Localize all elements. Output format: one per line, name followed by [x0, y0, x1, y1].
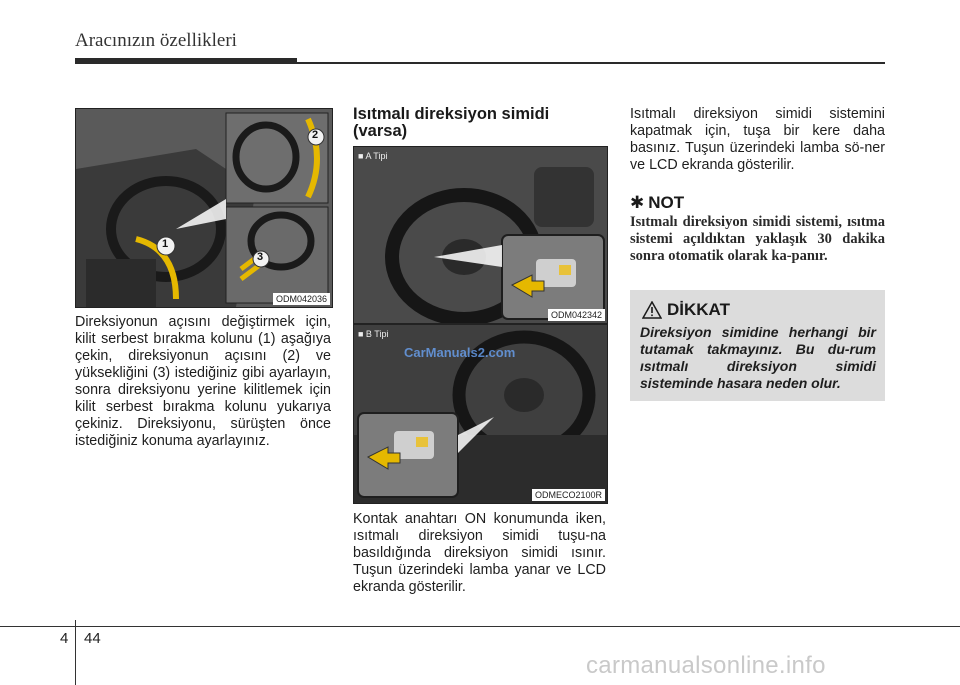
- caution-text: Direksiyon simidine herhangi bir tutamak takmayınız. Bu du-rum ısıtmalı direksiyon simidi sisteminde hasara neden olur.: [640, 324, 876, 391]
- footer-rule: [0, 626, 960, 627]
- page-number: 44: [84, 630, 101, 647]
- steering-adjust-photo: [75, 108, 333, 308]
- footer-divider: [75, 620, 76, 685]
- callout-label-3: 3: [257, 251, 264, 263]
- asterisk-icon: ✱: [630, 193, 645, 212]
- heated-wheel-photo-b: [353, 324, 608, 504]
- site-watermark: carmanualsonline.info: [586, 652, 826, 679]
- chapter-number: 4: [60, 630, 69, 647]
- section-title: Isıtmalı direksiyon simidi (varsa): [353, 105, 550, 140]
- warning-triangle-icon: [642, 301, 662, 319]
- steering-adjust-paragraph: Direksiyonun açısını değiştirmek için, kilit serbest bırakma kolunu (1) aşağıya çekin, direksiyonun açısını (2) ve yüksekliğini (3) istediğiniz gibi ayarlayın, sonra direksiyonu yerine kilitlemek için kilit serbest bırakma kolunu yukarıya çekiniz. Direksiyonu, sürüşten önce istediğiniz konuma ayarlayınız.: [75, 314, 331, 449]
- steering-adjust-illustration: [76, 109, 332, 307]
- note-heading-label: NOT: [648, 193, 685, 212]
- photo-code: ODM042036: [273, 293, 330, 305]
- type-label-a: ■ A Tipi: [358, 151, 388, 161]
- callout-label-2: 2: [312, 129, 319, 141]
- page-header-title: Aracınızın özellikleri: [75, 30, 237, 51]
- heated-wheel-paragraph: Kontak anahtarı ON konumunda iken, ısıtmalı direksiyon simidi tuşu-na basıldığında direksiyon simidi ısınır. Tuşun üzerindeki lamba yanar ve LCD ekranda gösterilir.: [353, 511, 606, 595]
- note-heading: [630, 193, 684, 213]
- photo-code-a: ODM042342: [548, 309, 605, 321]
- turn-off-paragraph: Isıtmalı direksiyon simidi sistemini kapatmak için, tuşa bir kere daha basınız. Tuşun üzerindeki lamba sö-ner ve LCD ekranda gösterilir.: [630, 106, 885, 173]
- caution-title: DİKKAT: [667, 300, 730, 319]
- heated-wheel-photo-a: [353, 146, 608, 324]
- photo-watermark: CarManuals2.com: [404, 345, 516, 360]
- heated-wheel-a-illustration: [354, 147, 607, 323]
- header-rule-accent: [75, 58, 297, 64]
- photo-code-b: ODMECO2100R: [532, 489, 605, 501]
- callout-label-1: 1: [162, 238, 169, 250]
- type-label-b: ■ B Tipi: [358, 329, 389, 339]
- note-text: Isıtmalı direksiyon simidi sistemi, ısıtma sistemi açıldıktan yaklaşık 30 dakika sonra otomatik olarak ka-panır.: [630, 214, 885, 264]
- caution-box: [630, 290, 885, 401]
